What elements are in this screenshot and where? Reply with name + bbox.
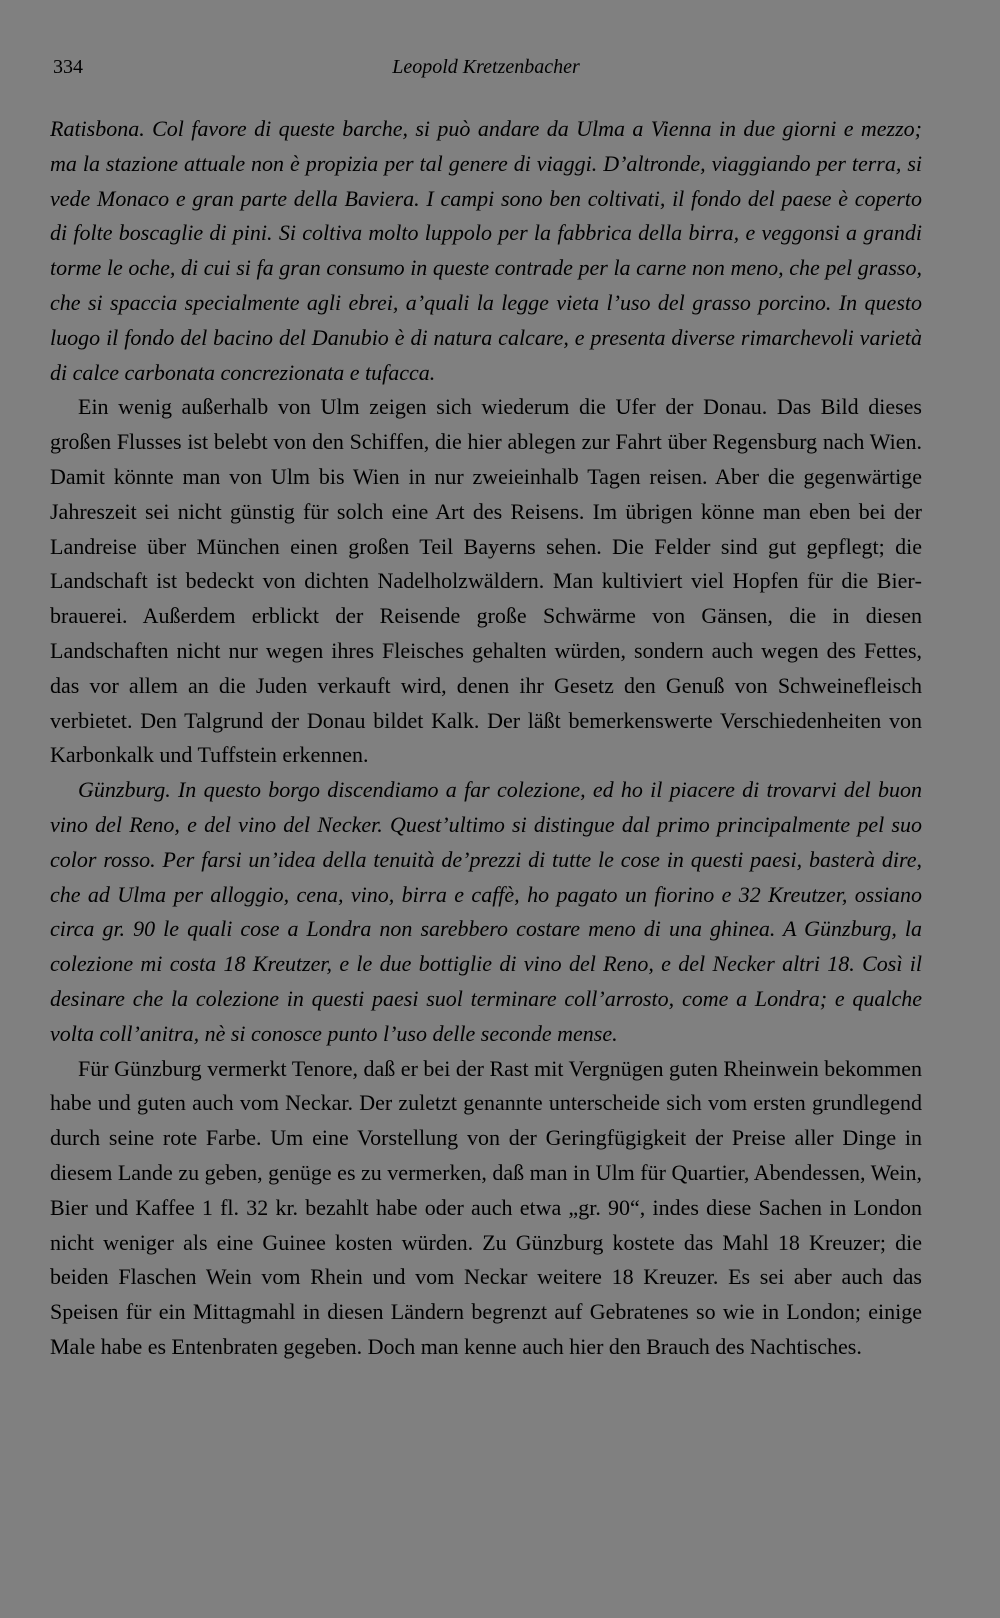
body-text xyxy=(50,112,922,1365)
running-title: Leopold Kretzenbacher xyxy=(392,56,580,78)
german-paraphrase-paragraph: Ein wenig außerhalb von Ulm zeigen sich wiederum die Ufer der Donau. Das Bild dieses großen Flusses ist belebt von den Schiffen, die hier ablegen zur Fahrt über Regensburg nach Wien. Damit könnte man von Ulm bis Wien in nur zweieinhalb Tagen reisen. Aber die gegenwärtige Jahreszeit sei nicht günstig für solch eine Art des Reisens. Im übrigen könne man eben bei der Landreise über München einen großen Teil Bayerns sehen. Die Felder sind gut gepflegt; die Landschaft ist bedeckt von dichten Nadelholzwäldern. Man kultiviert viel Hopfen für die Bierbrauerei. Außerdem erblickt der Reisende große Schwärme von Gänsen, die in diesen Landschaften nicht nur wegen ihres Fleisches gehalten würden, sondern auch wegen des Fettes, das vor allem an die Juden verkauft wird, denen ihr Gesetz den Genuß von Schweinefleisch verbietet. Den Talgrund der Donau bildet Kalk. Der läßt bemerkenswerte Verschiedenheiten von Karbonkalk und Tuffstein erkennen. xyxy=(50,394,922,768)
german-paraphrase-paragraph: Für Günzburg vermerkt Tenore, daß er bei der Rast mit Vergnügen guten Rheinwein bekommen habe und guten auch vom Neckar. Der zuletzt genannte unterscheide sich vom ersten grundlegend durch seine rote Farbe. Um eine Vorstellung von der Geringfügigkeit der Preise aller Dinge in diesem Lande zu geben, genüge es zu vermerken, daß man in Ulm für Quartier, Abendessen, Wein, Bier und Kaffee 1 fl. 32 kr. bezahlt habe oder auch etwa „gr. 90“, indes diese Sachen in London nicht weniger als eine Guinee kosten würden. Zu Günzburg kostete das Mahl 18 Kreuzer; die beiden Flaschen Wein vom Rhein und vom Neckar weitere 18 Kreuzer. Es sei aber auch das Speisen für ein Mittagmahl in diesen Ländern begrenzt auf Gebratenes so wie in London; einige Male habe es Entenbraten gegeben. Doch man kenne auch hier den Brauch des Nachtisches. xyxy=(50,1055,922,1359)
italian-quote-paragraph: Günzburg. In questo borgo discendiamo a far colezione, ed ho il piacere di trovarvi del buon vino del Reno, e del vino del Necker. Quest’ultimo si distingue dal primo principalmente pel suo color rosso. Per farsi un’idea della tenuità de’prezzi di tutte le cose in questi paesi, basterà dire, che ad Ulma per alloggio, cena, vino, birra e caffè, ho pagato un fiorino e 32 Kreutzer, ossiano circa gr. 90 le quali cose a Londra non sarebbero costare meno di una ghinea. A Günzburg, la colezione mi costa 18 Kreutzer, e le due bottiglie di vino del Reno, e del Necker altri 18. Così il desinare che la colezione in questi paesi suol terminare coll’arrosto, come a Londra; e qualche volta coll’anitra, nè si conosce punto l’uso delle seconde mense. xyxy=(50,777,922,1046)
book-page xyxy=(50,52,922,1592)
page-number: 334 xyxy=(53,56,83,78)
italian-quote-paragraph: Ratisbona. Col favore di queste barche, si può andare da Ulma a Vienna in due giorni e mezzo; ma la stazione attuale non è propizia per tal genere di viaggi. D’altronde, viaggiando per terra, si vede Monaco e gran parte della Baviera. I campi sono ben coltivati, il fondo del paese è coperto di folte boscaglie di pini. Si coltiva molto luppolo per la fabbrica della birra, e veggonsi a grandi torme le oche, di cui si fa gran consumo in queste contrade per la carne non meno, che pel grasso, che si spaccia specialmente agli ebrei, a’quali la legge vieta l’uso del grasso porcino. In questo luogo il fondo del bacino del Danubio è di natura calcare, e presenta diverse rimarchevoli varietà di calce carbonata concrezionata e tufacca. xyxy=(50,116,922,385)
running-head xyxy=(50,52,922,88)
